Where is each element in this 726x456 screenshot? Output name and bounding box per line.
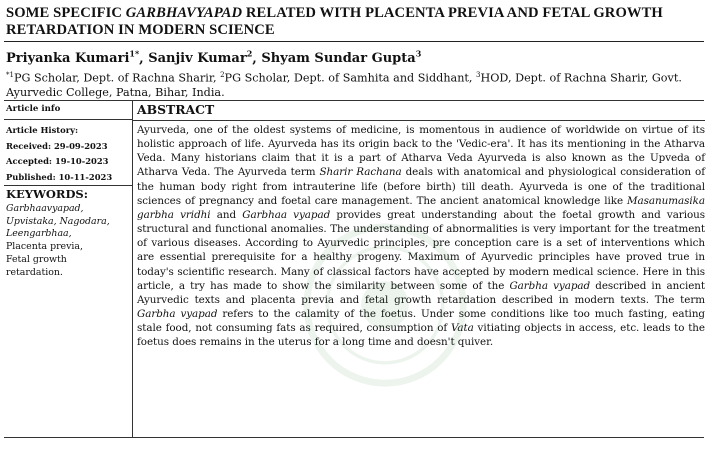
abstract-divider xyxy=(132,120,705,121)
article-info-divider xyxy=(4,119,132,120)
received-date: Received: 29-09-2023 xyxy=(6,140,108,151)
title-italic: GARBHAVYAPAD xyxy=(125,5,243,21)
keyword-item: Garbhaavyapad, xyxy=(6,203,84,214)
history-divider xyxy=(4,185,132,186)
accepted-date: Accepted: 19-10-2023 xyxy=(6,156,109,166)
keywords-list xyxy=(6,203,130,279)
title-text-2: RELATED WITH PLACENTA PREVIA AND FETAL GROWTH RETARDATION IN MODERN SCIENCE xyxy=(6,5,663,38)
keyword-item: retardation. xyxy=(6,266,63,278)
keyword-item: Fetal growth xyxy=(6,253,67,265)
bottom-divider xyxy=(4,437,704,438)
published-date: Published: 10-11-2023 xyxy=(6,171,113,182)
paper-title xyxy=(6,5,706,39)
article-info-column xyxy=(4,101,133,437)
article-info-heading: Article info xyxy=(6,104,61,114)
title-text-1: SOME SPECIFIC xyxy=(6,5,126,21)
author-list: Priyanka Kumari$^{1*}$, Sanjiv Kumar$^2$, Shyam Sundar Gupta$^3$ xyxy=(6,49,422,67)
keywords-heading: KEYWORDS: xyxy=(6,187,88,201)
abstract-heading: ABSTRACT xyxy=(137,102,215,117)
keyword-item: Placenta previa, xyxy=(6,241,83,253)
abstract-body: Ayurveda, one of the oldest systems of medicine, is momentous in audience of worldwide on virtue of its holistic approach of life. Ayurveda has its origin back to the 'Vedic-era'. It has its mentioning in the Atharva Veda. Many historians claim that it is a part of Atharva Veda Ayurveda is also known as the Upveda of Atharva Veda. The Ayurveda term Sharir Rachana deals with anatomical and physiological consideration of the human body right from intrauterine life (before birth) till death. Ayurveda is one of the traditional sciences of pregnancy and foetal care management. The ancient anatomical knowledge like Masanumasika garbha vridhi and Garbhaa vyapad provides great understanding about the foetal growth and various structural and functional anomalies. The understanding of abnormalities is very important for the treatment of various diseases. According to Ayurvedic principles, pre conception care is a set of interventions which are essential prerequisite for a healthy progeny. Maximum of Ayurvedic principles have proved true in today's scientific research. Many of classical factors have accepted by modern medical science. Here in this article, a try has made to show the similarity between some of the Garbha vyapad described in ancient Ayurvedic texts and placenta previa and fetal growth retardation described in modern texts. The term Garbha vyapad refers to the calamity of the foetus. Under some conditions like too much fasting, eating stale food, not consuming fats as required, consumption of Vata vitiating objects in access, etc. leads to the foetus does remains in the uterus for a long time and doesn't quiver. xyxy=(137,124,706,349)
keyword-item: Leengarbhaa, xyxy=(6,228,72,240)
title-divider xyxy=(4,41,704,42)
keyword-item: Upvistaka, Nagodara, xyxy=(6,215,110,227)
article-history xyxy=(6,123,130,185)
abstract-section xyxy=(137,101,705,350)
author-2: Sanjiv Kumar$^2$ xyxy=(148,49,253,67)
author-1: Priyanka Kumari$^{1*}$ xyxy=(6,49,140,67)
history-label: Article History: xyxy=(6,125,79,135)
affiliations: $^{*1}$PG Scholar, Dept. of Rachna Sharir, $^2$PG Scholar, Dept. of Samhita and Siddhant, $^3$HOD, Dept. of Rachna Sharir, Govt. Ayurvedic College, Patna, Bihar, India. xyxy=(6,71,682,100)
author-3: Shyam Sundar Gupta$^3$ xyxy=(261,49,422,67)
